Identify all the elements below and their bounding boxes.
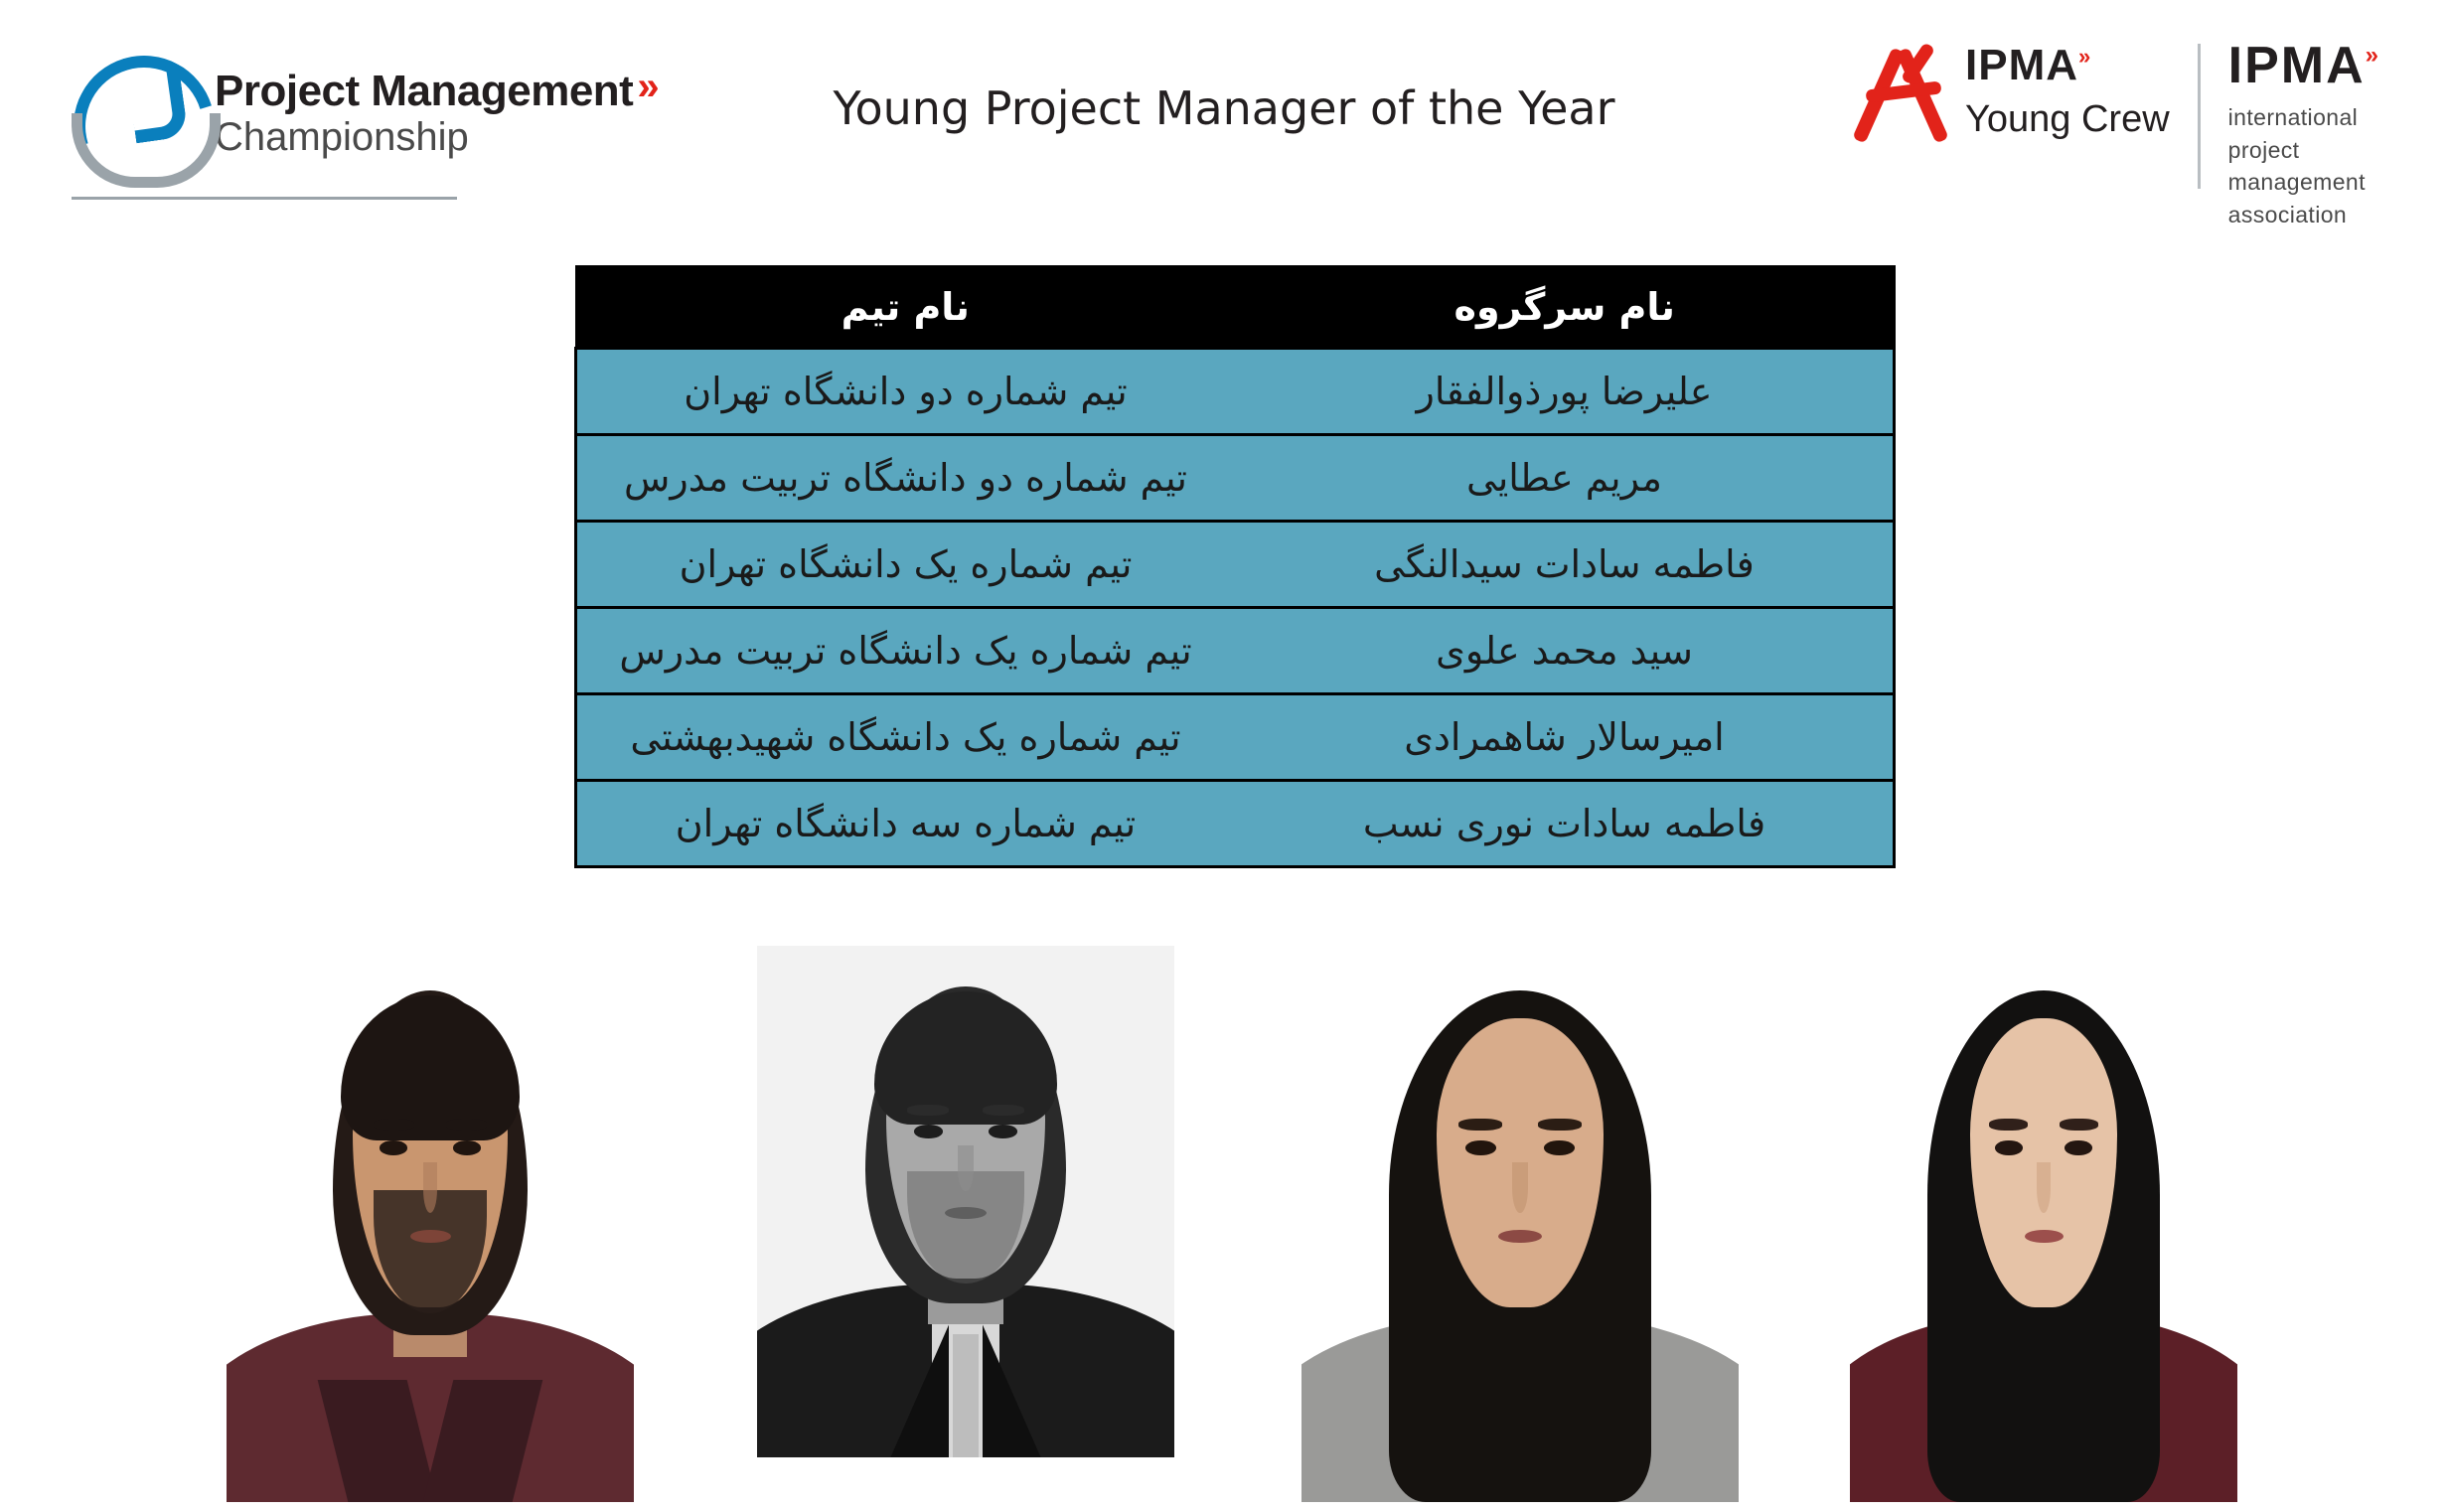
portrait-4	[1850, 946, 2237, 1502]
pmc-logo-underline	[72, 197, 457, 200]
cell-leader: فاطمه سادات نوری نسب	[1235, 781, 1895, 867]
page-title: Young Project Manager of the Year	[833, 81, 1615, 135]
cell-leader: علیرضا پورذوالفقار	[1235, 349, 1895, 435]
cell-team: تیم شماره دو دانشگاه تهران	[576, 349, 1236, 435]
cell-leader: سید محمد علوی	[1235, 608, 1895, 694]
young-crew-trademark-icon: »	[2078, 44, 2092, 70]
ipma-trademark-icon: »	[2365, 42, 2380, 69]
table-row	[576, 522, 1895, 608]
pmc-logo-line1: Project Management	[215, 67, 634, 116]
portrait-3	[1301, 946, 1739, 1502]
portraits-row	[0, 946, 2448, 1512]
logo-divider	[2198, 44, 2201, 189]
table-row	[576, 781, 1895, 867]
table-row	[576, 694, 1895, 781]
ipma-logo	[2227, 37, 2380, 231]
cell-leader: امیرسالار شاهمرادی	[1235, 694, 1895, 781]
pmc-chevron-icon: »	[637, 65, 660, 109]
ipma-logo-group	[1860, 37, 2380, 231]
table-row	[576, 435, 1895, 522]
portrait-1	[227, 946, 634, 1502]
cell-team: تیم شماره دو دانشگاه تربیت مدرس	[576, 435, 1236, 522]
pmc-logo-line2: Championship	[215, 114, 469, 159]
ipma-subtitle-line-2: project	[2227, 136, 2300, 163]
table-header-row	[576, 266, 1895, 349]
cell-team: تیم شماره سه دانشگاه تهران	[576, 781, 1236, 867]
ipma-young-crew-logo	[1860, 40, 2170, 149]
ipma-wordmark: IPMA	[2227, 37, 2366, 94]
young-crew-mark-icon	[1860, 40, 1951, 149]
column-header-team: نام تیم	[576, 266, 1236, 349]
cell-leader: مریم عطایی	[1235, 435, 1895, 522]
portrait-2	[757, 946, 1174, 1457]
young-crew-line2: Young Crew	[1965, 98, 2170, 141]
ipma-subtitle-line-3: management	[2227, 169, 2366, 196]
ipma-subtitle-line-4: association	[2227, 201, 2348, 227]
teams-table	[574, 265, 1896, 868]
cell-leader: فاطمه سادات سیدالنگی	[1235, 522, 1895, 608]
table-row	[576, 608, 1895, 694]
cell-team: تیم شماره یک دانشگاه تربیت مدرس	[576, 608, 1236, 694]
ipma-subtitle-line-1: international	[2227, 104, 2359, 130]
cell-team: تیم شماره یک دانشگاه شهیدبهشتی	[576, 694, 1236, 781]
cell-team: تیم شماره یک دانشگاه تهران	[576, 522, 1236, 608]
column-header-leader: نام سرگروه	[1235, 266, 1895, 349]
young-crew-line1: IPMA	[1965, 41, 2079, 90]
slide-header	[0, 0, 2448, 227]
table-row	[576, 349, 1895, 435]
